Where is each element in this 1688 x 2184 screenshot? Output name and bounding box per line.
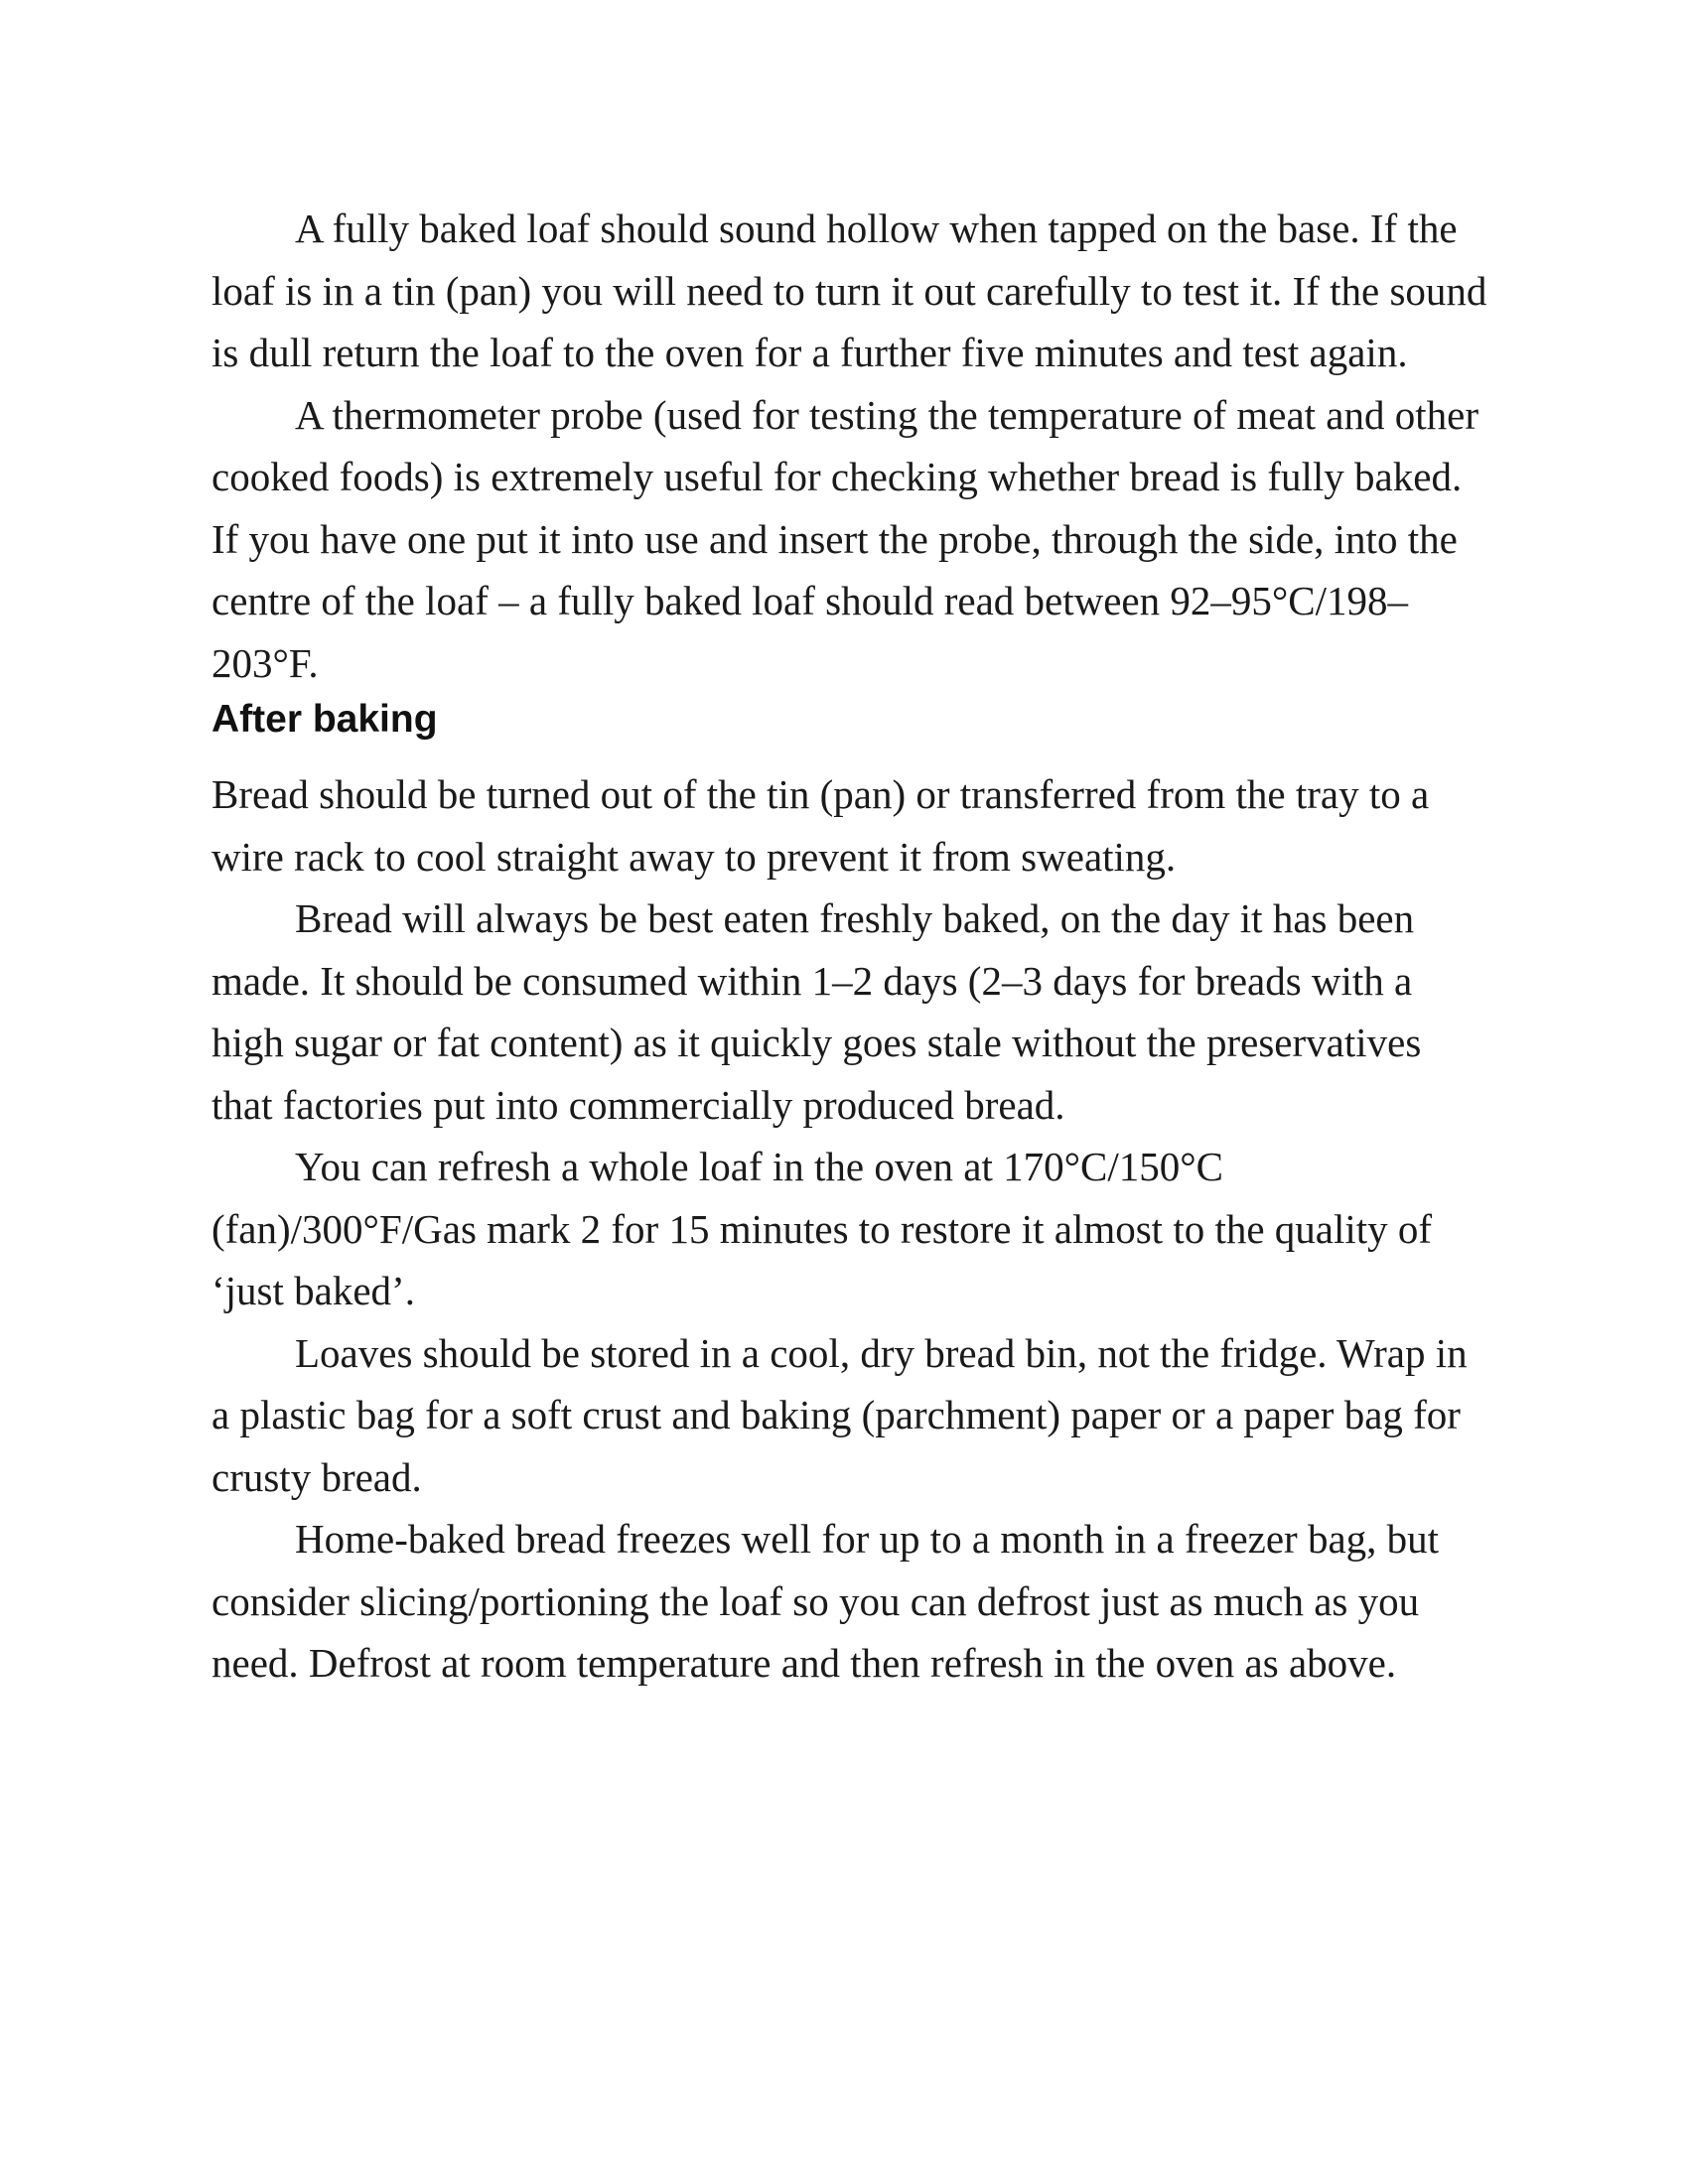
paragraph-freshness: Bread will always be best eaten freshly baked, on the day it has been made. It should be consumed within 1–2 days (2–3 days for breads with a high sugar or fat content) as it quickly goes stale without the preservatives that factories put into commercially produced bread. xyxy=(211,895,1422,1128)
paragraph-storage: Loaves should be stored in a cool, dry bread bin, not the fridge. Wrap in a plastic bag for a soft crust and baking (parchment) paper or a paper bag for crusty bread. xyxy=(211,1329,1468,1500)
document-page xyxy=(211,198,1492,1695)
paragraph-thermometer-probe: A thermometer probe (used for testing the temperature of meat and other cooked foods) is extremely useful for checking whether bread is fully baked. If you have one put it into use and insert the probe, through the side, into the centre of the loaf – a fully baked loaf should read between 92–95°C/198–203°F. xyxy=(211,391,1478,686)
section-heading-after-baking: After baking xyxy=(211,698,438,741)
paragraph-freezing: Home-baked bread freezes well for up to a month in a freezer bag, but consider slicing/portioning the loaf so you can defrost just as much as you need. Defrost at room temperature and then refresh in the oven as above. xyxy=(211,1516,1440,1686)
paragraph-hollow-sound-test: A fully baked loaf should sound hollow when tapped on the base. If the loaf is in a tin (pan) you will need to turn it out carefully to test it. If the sound is dull return the loaf to the oven for a further five minutes and test again. xyxy=(211,205,1487,375)
paragraph-cooling: Bread should be turned out of the tin (pan) or transferred from the tray to a wire rack to cool straight away to prevent it from sweating. xyxy=(211,771,1430,880)
paragraph-refresh-oven: You can refresh a whole loaf in the oven at 170°C/150°C (fan)/300°F/Gas mark 2 for 15 minutes to restore it almost to the quality of ‘just baked’. xyxy=(211,1144,1433,1313)
